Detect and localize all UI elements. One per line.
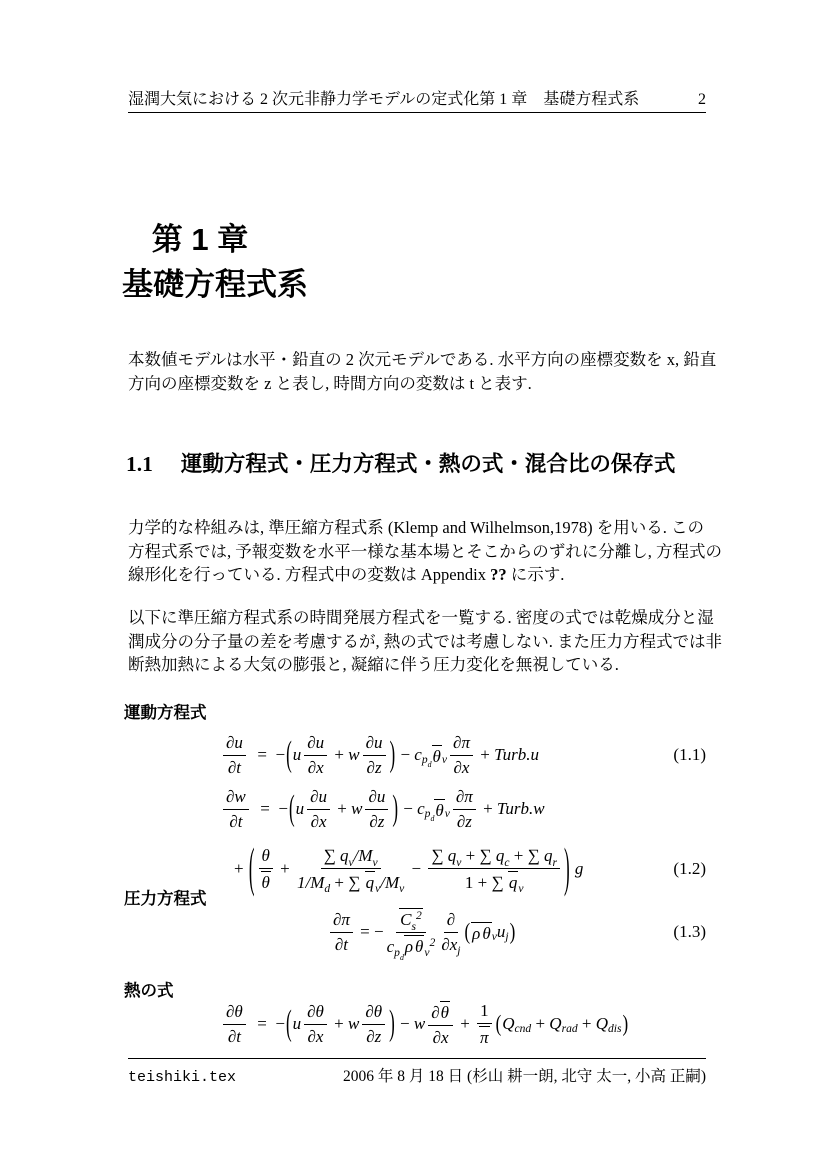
equation-1-3-line [128,903,706,961]
paragraph-line: 方程式系では, 予報変数を水平一様な基本場とそこからのずれに分離し, 方程式の [128,541,722,561]
header-rule [128,112,706,113]
motion-equations-label: 運動方程式 [124,704,207,722]
equation-number: (1.2) [673,859,706,878]
chapter-title: 基礎方程式系 [122,267,308,302]
header-chapter: 第 1 章 基礎方程式系 [479,91,640,108]
intro-paragraph [128,348,717,395]
paragraph-line: 本数値モデルは水平・鉛直の 2 次元モデルである. 水平方向の座標変数を x, 鉛直 [128,350,717,369]
equation-1-1-line [128,728,706,782]
equation-math: $\frac{\partial\theta}{\partial t}$ = − ( u $\frac{\partial\theta}{\partial x}$ + w $\frac{\partial\theta}{\partial z}$ ) − w $\frac{\partial\theta}{\partial x}$ + $\frac{1}{\pi}$ ( Q cnd + Q rad + Q dis ) [220,1001,629,1047]
equation-math: + ( $\frac{\theta}{\theta}$ + $\frac{\sum q_v/M_v}{1/M_d + \sum q_v/M_v}$ − $\frac{\sum q_v + \sum q_c + \sum q_r}{1 + \sum q_v}$ ) g [234,837,584,898]
chapter-heading [122,214,308,304]
equation-1-2-line2 [128,836,706,902]
footer-date: 2006 年 8 月 18 日 (杉山 耕一朗, 北守 太一, 小高 正嗣) [343,1068,706,1085]
equation-math: $\frac{\partial\pi}{\partial t}$ = − $\frac{C_s^2}{c_{p_d}\rho \theta_v^2}$ $\frac{\partial}{\partial x_j}$ ( ρ θ v u j ) [327,908,516,956]
overview-paragraph [128,606,722,677]
equation-1-3 [128,903,706,961]
equation-1-1 [128,728,706,782]
equation-number: (1.1) [673,745,706,764]
footer-rule [128,1058,706,1059]
footer-filename: teishiki.tex [128,1069,237,1086]
pressure-equation-label: 圧力方程式 [124,890,207,908]
heat-equation [128,997,706,1051]
equation-math: $\frac{\partial u}{\partial t}$ = − ( u $\frac{\partial u}{\partial x}$ + w $\frac{\partial u}{\partial z}$ ) − c $p_d$ θ v $\frac{\partial\pi}{\partial x}$ + Turb.u [220,733,539,777]
paragraph-line: 力学的な枠組みは, 準圧縮方程式系 (Klemp and Wilhelmson,1978) を用いる. この [128,518,705,537]
section-heading [126,447,675,478]
equation-1-2-line1 [128,782,706,836]
header-doc-title: 湿潤大気における 2 次元非静力学モデルの定式化 [128,91,480,108]
line-segment: 線形化を行っている. 方程式中の変数は Appendix [128,565,491,584]
header-page-number: 2 [698,91,706,108]
page-header [128,86,706,109]
equation-1-2 [128,782,706,902]
paragraph-line: 潤成分の分子量の差を考慮するが, 熱の式では考慮しない. また圧力方程式では非 [128,631,722,651]
paragraph-line [128,563,713,587]
paragraph-line: 方向の座標変数を z と表し, 時間方向の変数は t と表す. [128,373,532,393]
heat-equation-line [128,997,706,1051]
section-number: 1.1 [126,452,153,476]
equation-number: (1.3) [673,922,706,941]
paragraph-line: 断熱加熱による大気の膨張と, 凝縮に伴う圧力変化を無視している. [128,655,619,674]
unresolved-reference: ?? [490,565,507,584]
paragraph-line: 以下に準圧縮方程式系の時間発展方程式を一覧する. 密度の式では乾燥成分と湿 [128,608,714,627]
chapter-number: 第 1 章 [151,222,249,257]
equation-math: $\frac{\partial w}{\partial t}$ = − ( u $\frac{\partial u}{\partial x}$ + w $\frac{\partial u}{\partial z}$ ) − c $p_d$ θ v $\frac{\partial\pi}{\partial z}$ + Turb.w [220,787,545,831]
line-segment: に示す. [506,565,565,584]
page-footer [128,1064,706,1086]
framework-paragraph [128,516,722,587]
section-title: 運動方程式・圧力方程式・熱の式・混合比の保存式 [180,452,676,476]
heat-equation-label: 熱の式 [124,982,174,1000]
